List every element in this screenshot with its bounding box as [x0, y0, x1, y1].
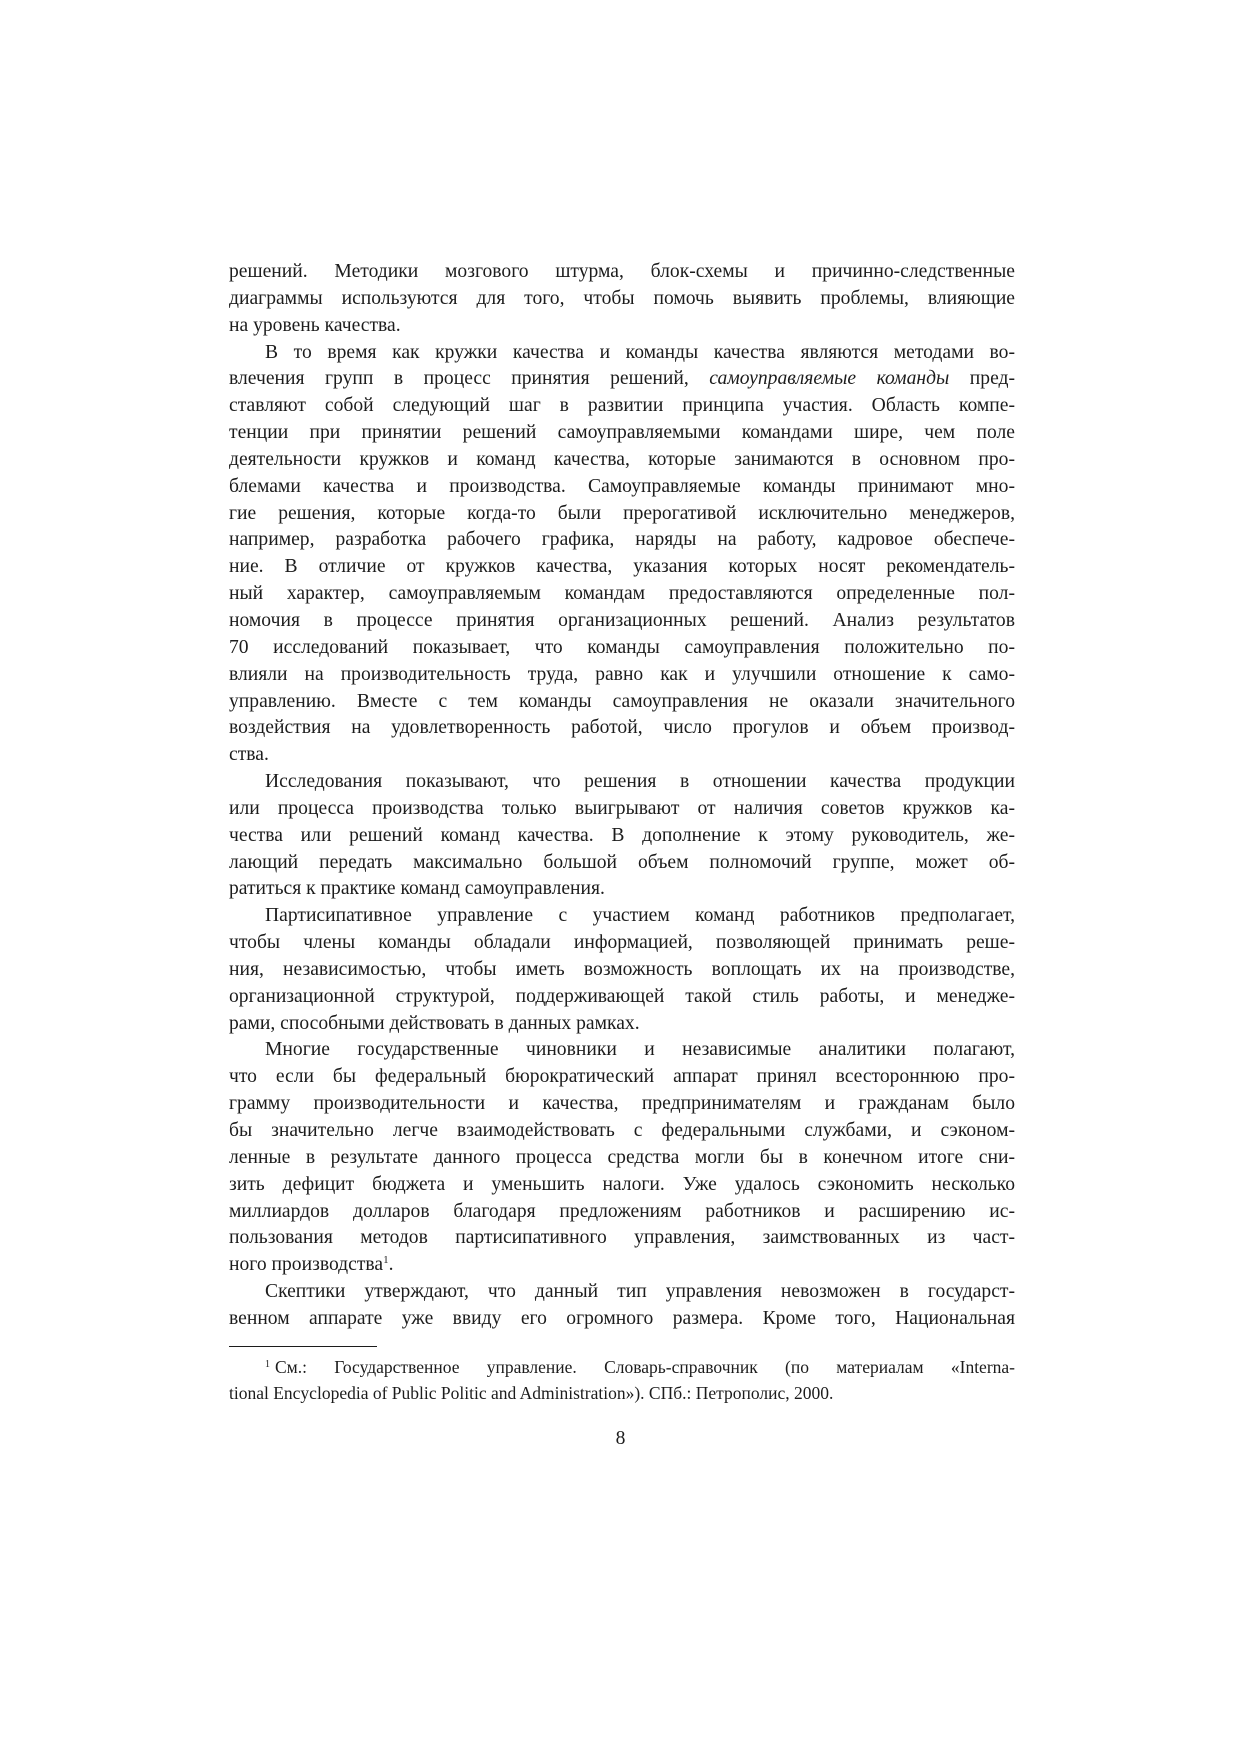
text-line: бы значительно легче взаимодействовать с федеральными службами, и сэконом- — [229, 1120, 1015, 1141]
text-line: рами, способными действовать в данных рамках. — [229, 1012, 640, 1034]
text-line: миллиардов долларов благодаря предложениям работников и расширению ис- — [229, 1200, 1015, 1222]
footnote-line: tional Encyclopedia of Public Politic and Administration»). СПб.: Петрополис, 2000. — [229, 1383, 834, 1403]
text-line: блемами качества и производства. Самоуправляемые команды принимают мно- — [229, 475, 1015, 497]
text-line: ный характер, самоуправляемым командам предоставляются определенные пол- — [229, 583, 1015, 605]
text-line: ства. — [229, 744, 269, 766]
text-line: В то время как кружки качества и команды качества являются методами во- — [265, 341, 1015, 363]
text-line: чтобы члены команды обладали информацией, позволяющей принимать реше- — [229, 932, 1015, 954]
footnote-line — [229, 1354, 1015, 1380]
text-fragment: влечения групп в процесс принятия решений, — [229, 368, 689, 390]
footnotes — [229, 1354, 1015, 1406]
text-line: Многие государственные чиновники и независимые аналитики полагают, — [265, 1039, 1015, 1061]
text-line: Исследования показывают, что решения в отношении качества продукции — [265, 771, 1015, 793]
text-line: воздействия на удовлетворенность работой, число прогулов и объем производ- — [229, 717, 1015, 739]
text-fragment: ного производства — [229, 1254, 384, 1276]
page-number: 8 — [615, 1428, 626, 1449]
text-line: диаграммы используются для того, чтобы помочь выявить проблемы, влияющие — [229, 287, 1015, 309]
text-line: или процесса производства только выигрывают от наличия советов кружков ка- — [229, 797, 1015, 819]
text-line: венном аппарате уже ввиду его огромного размера. Кроме того, Национальная — [229, 1307, 1015, 1329]
text-line: Партисипативное управление с участием команд работников предполагает, — [265, 905, 1015, 927]
text-line: грамму производительности и качества, предпринимателям и гражданам было — [229, 1093, 1015, 1115]
emphasis-term: самоуправляемые команды — [709, 368, 950, 390]
text-line: тенции при принятии решений самоуправляемыми командами шире, чем поле — [229, 422, 1015, 444]
text-line: зить дефицит бюджета и уменьшить налоги. Уже удалось сэкономить несколько — [229, 1173, 1015, 1195]
text-line: деятельности кружков и команд качества, которые занимаются в основном про- — [229, 448, 1015, 470]
text-line: на уровень качества. — [229, 314, 401, 336]
text-line: что если бы федеральный бюрократический аппарат принял всестороннюю про- — [229, 1066, 1015, 1088]
text-line: влияли на производительность труда, равно как и улучшили отношение к само- — [229, 663, 1015, 685]
text-line: ставляют собой следующий шаг в развитии принципа участия. Область компе- — [229, 395, 1015, 417]
text-line: номочия в процессе принятия организационных решений. Анализ результатов — [229, 609, 1015, 631]
footnote-divider — [229, 1346, 377, 1347]
footnote-marker: 1 — [265, 1359, 270, 1370]
text-line — [229, 366, 1015, 393]
text-fragment: пред- — [969, 368, 1015, 390]
text-line: 70 исследований показывает, что команды самоуправления положительно по- — [229, 636, 1015, 658]
text-line: пользования методов партисипативного управления, заимствованных из част- — [229, 1227, 1015, 1249]
footnote-text: См.: Государственное управление. Словарь-справочник (по материалам «Interna- — [275, 1357, 1015, 1377]
text-line: решений. Методики мозгового штурма, блок-схемы и причинно-следственные — [229, 261, 1015, 282]
text-line: например, разработка рабочего графика, наряды на работу, кадровое обеспече- — [229, 529, 1015, 551]
text-line: ние. В отличие от кружков качества, указания которых носят рекомендатель- — [229, 556, 1015, 578]
body-text — [229, 259, 1015, 1333]
text-line: управлению. Вместе с тем команды самоуправления не оказали значительного — [229, 690, 1015, 712]
text-line: ленные в результате данного процесса средства могли бы в конечном итоге сни- — [229, 1146, 1015, 1168]
text-line: ния, независимостью, чтобы иметь возможность воплощать их на производстве, — [229, 958, 1015, 980]
text-line: ратиться к практике команд самоуправления. — [229, 878, 605, 900]
text-line: чества или решений команд качества. В дополнение к этому руководитель, же- — [229, 824, 1015, 846]
text-line: гие решения, которые когда-то были прерогативой исключительно менеджеров, — [229, 502, 1015, 524]
text-line: организационной структурой, поддерживающей такой стиль работы, и менедже- — [229, 985, 1015, 1007]
footnote-reference: 1 — [383, 1254, 389, 1267]
text-line: Скептики утверждают, что данный тип управления невозможен в государст- — [265, 1281, 1015, 1303]
text-line — [229, 1252, 1015, 1279]
text-line: лающий передать максимально большой объем полномочий группе, может об- — [229, 851, 1015, 873]
text-fragment: . — [388, 1254, 394, 1276]
